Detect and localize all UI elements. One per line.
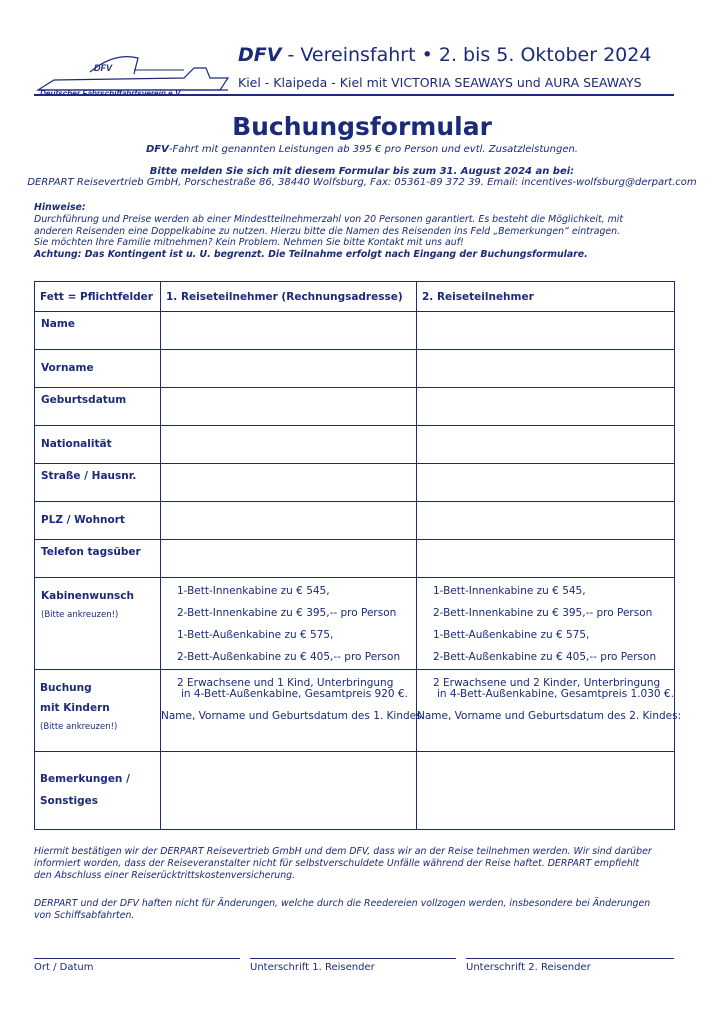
confirmation-line-1: Hiermit bestätigen wir der DERPART Reisevertrieb GmbH und dem DFV, dass wir an der Reise teilnehmen werden. Wir sind darüber [34,846,652,857]
header-traveler-1: 1. Reiseteilnehmer (Rechnungsadresse) [161,282,417,312]
table-row [35,502,675,540]
kids-label-2: mit Kindern [40,702,110,714]
kids-option-1[interactable] [161,670,426,752]
liability-paragraph [34,898,674,922]
event-title-rest: - Vereinsfahrt • 2. bis 5. Oktober 2024 [281,44,652,66]
table-row [35,540,675,578]
field-remarks-1[interactable] [161,752,417,830]
signature-line-1[interactable] [250,958,456,959]
cabin-option-1-3[interactable]: 1-Bett-Außenkabine zu € 575, [177,629,334,641]
intro-text: -Fahrt mit genannten Leistungen ab 395 € pro Person und evtl. Zusatzleistungen. [168,144,578,155]
table-row [35,388,675,426]
notes-line-3: Sie möchten Ihre Familie mitnehmen? Kein Problem. Nehmen Sie bitte Kontakt mit uns auf! [34,237,464,249]
notes-line-1: Durchführung und Preise werden ab einer Mindestteilnehmerzahl von 20 Personen garantiert. Es besteht die Möglichkeit, mit [34,213,624,225]
field-remarks-2[interactable] [417,752,675,830]
kids-desc-1b: in 4-Bett-Außenkabine, Gesamtpreis 920 €. [181,687,408,700]
field-vorname-2[interactable] [417,350,675,388]
label-plz-wohnort: PLZ / Wohnort [35,502,161,540]
cabin-label-cell [35,578,161,670]
notes-heading: Hinweise: [34,202,86,213]
remarks-row [35,752,675,830]
kids-option-2[interactable] [417,670,682,752]
label-name: Name [35,312,161,350]
cabin-option-2-4[interactable]: 2-Bett-Außenkabine zu € 405,-- pro Person [433,651,657,663]
intro-line [0,144,724,155]
kids-note: (Bitte ankreuzen!) [40,722,118,732]
field-strasse-1[interactable] [161,464,417,502]
intro-brand: DFV [145,144,169,155]
field-geburtsdatum-1[interactable] [161,388,417,426]
notes-block [34,202,674,261]
cabin-option-1-2[interactable]: 2-Bett-Innenkabine zu € 395,-- pro Person [177,607,397,619]
cabin-option-1-1[interactable]: 1-Bett-Innenkabine zu € 545, [177,585,330,597]
signature-line-date[interactable] [34,958,240,959]
field-telefon-2[interactable] [417,540,675,578]
cabin-option-2-3[interactable]: 1-Bett-Außenkabine zu € 575, [433,629,590,641]
remarks-label-2: Sonstiges [40,795,99,807]
signature-label-2: Unterschrift 2. Reisender [466,962,591,973]
label-vorname: Vorname [35,350,161,388]
field-geburtsdatum-2[interactable] [417,388,675,426]
cabin-note: (Bitte ankreuzen!) [41,610,119,620]
label-strasse: Straße / Hausnr. [35,464,161,502]
kids-name-label-2: Name, Vorname und Geburtsdatum des 2. Kindes: [417,710,682,722]
contact-line: DERPART Reisevertrieb GmbH, Porschestraße 86, 38440 Wolfsburg, Fax: 05361-89 372 39. Email: incentives-wolfsburg@derpart.com [27,177,697,188]
kids-desc-2b: in 4-Bett-Außenkabine, Gesamtpreis 1.030 €. [437,687,674,700]
field-strasse-2[interactable] [417,464,675,502]
ferry-logo-icon [34,50,234,98]
header-rule [34,94,674,96]
event-title-brand: DFV [238,44,282,66]
field-nationalitaet-2[interactable] [417,426,675,464]
label-geburtsdatum: Geburtsdatum [35,388,161,426]
route-subtitle: Kiel - Klaipeda - Kiel mit VICTORIA SEAWAYS und AURA SEAWAYS [238,75,642,90]
table-row [35,350,675,388]
table-row [35,464,675,502]
kids-row [35,670,675,752]
remarks-label-1: Bemerkungen / [40,773,130,785]
liability-line-1: DERPART und der DFV haften nicht für Änderungen, welche durch die Reedereien vollzogen werden, insbesondere bei Änderungen [34,898,651,909]
event-title [238,44,651,66]
label-nationalitaet: Nationalität [35,426,161,464]
liability-line-2: von Schiffsabfahrten. [34,909,135,921]
cabin-options-1 [161,578,417,670]
confirmation-line-2: informiert worden, dass der Reiseveranstalter nicht für selbstverschuldete Unfälle während der Reise haftet. DERPART empfiehlt [34,857,640,869]
kids-desc-1a: 2 Erwachsene und 1 Kind, Unterbringung [177,677,394,689]
signature-line-2[interactable] [466,958,674,959]
kids-label-cell [35,670,161,752]
cabin-label: Kabinenwunsch [41,590,135,602]
table-row [35,426,675,464]
remarks-label-cell [35,752,161,830]
cabin-row [35,578,675,670]
kids-desc-2a: 2 Erwachsene und 2 Kinder, Unterbringung [433,677,661,689]
cabin-option-2-2[interactable]: 2-Bett-Innenkabine zu € 395,-- pro Person [433,607,653,619]
kids-label-1: Buchung [40,682,92,694]
label-telefon: Telefon tagsüber [35,540,161,578]
booking-table [34,281,682,830]
field-plz-1[interactable] [161,502,417,540]
signature-label-date: Ort / Datum [34,962,94,973]
notes-warning: Achtung: Das Kontingent ist u. U. begrenzt. Die Teilnahme erfolgt nach Eingang der Buchungsformulare. [34,249,588,261]
field-vorname-1[interactable] [161,350,417,388]
table-row [35,312,675,350]
cabin-option-2-1[interactable]: 1-Bett-Innenkabine zu € 545, [433,585,586,597]
confirmation-line-3: den Abschluss einer Reiserücktrittskostenversicherung. [34,869,296,881]
deadline-line: Bitte melden Sie sich mit diesem Formular bis zum 31. August 2024 an bei: [149,166,575,177]
cabin-options-2 [417,578,675,670]
kids-name-label-1: Name, Vorname und Geburtsdatum des 1. Kindes: [161,710,426,722]
cabin-option-1-4[interactable]: 2-Bett-Außenkabine zu € 405,-- pro Person [177,651,401,663]
field-plz-2[interactable] [417,502,675,540]
field-telefon-1[interactable] [161,540,417,578]
header-required: Fett = Pflichtfelder [35,282,161,312]
table-header-row [35,282,675,312]
logo-abbr: DFV [94,63,112,73]
form-title: Buchungsformular [232,112,492,141]
field-name-2[interactable] [417,312,675,350]
dfv-logo [34,50,234,98]
notes-line-2: anderen Reisenden eine Doppelkabine zu nutzen. Hierzu bitte die Namen des Reisenden ins Feld „Bemerkungen“ eintragen. [34,225,621,237]
field-nationalitaet-1[interactable] [161,426,417,464]
confirmation-paragraph [34,846,674,881]
signature-label-1: Unterschrift 1. Reisender [250,962,375,973]
header-traveler-2: 2. Reiseteilnehmer [417,282,675,312]
field-name-1[interactable] [161,312,417,350]
